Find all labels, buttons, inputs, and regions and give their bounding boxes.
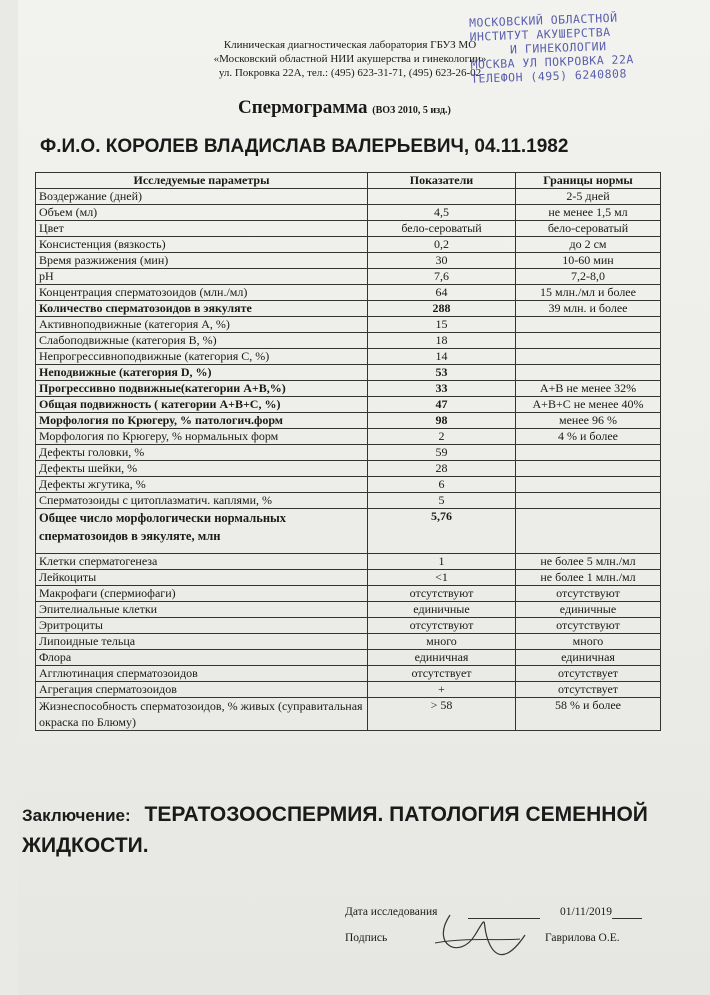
norm-cell: до 2 см bbox=[516, 237, 661, 253]
table-row bbox=[36, 221, 661, 237]
norm-cell bbox=[516, 445, 661, 461]
table-row bbox=[36, 301, 661, 317]
param-cell: Дефекты жгутика, % bbox=[36, 477, 368, 493]
param-cell: Флора bbox=[36, 650, 368, 666]
header-params: Исследуемые параметры bbox=[36, 173, 368, 189]
stamp-line2: ИНСТИТУТ АКУШЕРСТВА bbox=[469, 24, 611, 44]
table-row bbox=[36, 477, 661, 493]
norm-cell: А+В+С не менее 40% bbox=[516, 397, 661, 413]
param-cell: Прогрессивно подвижные(категории А+В,%) bbox=[36, 381, 368, 397]
table-row bbox=[36, 253, 661, 269]
signer-name: Гаврилова О.Е. bbox=[545, 932, 620, 944]
param-cell: Неподвижные (категория D, %) bbox=[36, 365, 368, 381]
table-row bbox=[36, 698, 661, 731]
norm-cell: много bbox=[516, 634, 661, 650]
param-cell: Активноподвижные (категория А, %) bbox=[36, 317, 368, 333]
param-cell: Агглютинация сперматозоидов bbox=[36, 666, 368, 682]
table-row bbox=[36, 586, 661, 602]
norm-cell bbox=[516, 317, 661, 333]
norm-cell: 39 млн. и более bbox=[516, 301, 661, 317]
norm-cell bbox=[516, 493, 661, 509]
param-cell: Общее число морфологически нормальных сперматозоидов в эякуляте, млн bbox=[36, 509, 368, 554]
conclusion-label: Заключение: bbox=[22, 806, 131, 825]
table-row bbox=[36, 666, 661, 682]
norm-cell bbox=[516, 461, 661, 477]
norm-cell: 58 % и более bbox=[516, 698, 661, 731]
table-row bbox=[36, 493, 661, 509]
param-cell: Эритроциты bbox=[36, 618, 368, 634]
param-cell: Количество сперматозоидов в эякуляте bbox=[36, 301, 368, 317]
value-cell: 53 bbox=[368, 365, 516, 381]
value-cell: 7,6 bbox=[368, 269, 516, 285]
table-row bbox=[36, 602, 661, 618]
table-row bbox=[36, 189, 661, 205]
table-row bbox=[36, 365, 661, 381]
table-row bbox=[36, 413, 661, 429]
param-cell: Цвет bbox=[36, 221, 368, 237]
param-cell: Морфология по Крюгеру, % нормальных форм bbox=[36, 429, 368, 445]
param-cell: Воздержание (дней) bbox=[36, 189, 368, 205]
norm-cell: отсутствует bbox=[516, 666, 661, 682]
param-cell: Дефекты шейки, % bbox=[36, 461, 368, 477]
norm-cell: единичные bbox=[516, 602, 661, 618]
norm-cell: отсутствует bbox=[516, 682, 661, 698]
table-row bbox=[36, 205, 661, 221]
value-cell: > 58 bbox=[368, 698, 516, 731]
value-cell bbox=[368, 189, 516, 205]
table-row bbox=[36, 285, 661, 301]
table-row bbox=[36, 381, 661, 397]
value-cell: 1 bbox=[368, 554, 516, 570]
value-cell: 18 bbox=[368, 333, 516, 349]
value-cell: 14 bbox=[368, 349, 516, 365]
norm-cell: 4 % и более bbox=[516, 429, 661, 445]
table-row bbox=[36, 269, 661, 285]
norm-cell bbox=[516, 509, 661, 554]
value-cell: единичные bbox=[368, 602, 516, 618]
value-cell: 4,5 bbox=[368, 205, 516, 221]
norm-cell: А+В не менее 32% bbox=[516, 381, 661, 397]
param-cell: Объем (мл) bbox=[36, 205, 368, 221]
value-cell: + bbox=[368, 682, 516, 698]
table-row bbox=[36, 650, 661, 666]
norm-cell: не более 5 млн./мл bbox=[516, 554, 661, 570]
norm-cell bbox=[516, 333, 661, 349]
value-cell: 30 bbox=[368, 253, 516, 269]
value-cell: бело-сероватый bbox=[368, 221, 516, 237]
header-norms: Границы нормы bbox=[516, 173, 661, 189]
value-cell: 33 bbox=[368, 381, 516, 397]
table-row bbox=[36, 554, 661, 570]
lab-header-line2: «Московский областной НИИ акушерства и гинекологии» bbox=[213, 53, 487, 65]
norm-cell: бело-сероватый bbox=[516, 221, 661, 237]
norm-cell: отсутствуют bbox=[516, 586, 661, 602]
date-label: Дата исследования bbox=[345, 906, 438, 918]
table-row bbox=[36, 397, 661, 413]
lab-header-line3: ул. Покровка 22А, тел.: (495) 623-31-71, (495) 623-26-02 bbox=[218, 67, 482, 79]
value-cell: 5,76 bbox=[368, 509, 516, 554]
param-cell: Липоидные тельца bbox=[36, 634, 368, 650]
table-row bbox=[36, 445, 661, 461]
param-cell: Сперматозоиды с цитоплазматич. каплями, % bbox=[36, 493, 368, 509]
param-cell: Время разжижения (мин) bbox=[36, 253, 368, 269]
param-cell: Концентрация сперматозоидов (млн./мл) bbox=[36, 285, 368, 301]
value-cell: отсутствуют bbox=[368, 618, 516, 634]
value-cell: 288 bbox=[368, 301, 516, 317]
param-cell: Дефекты головки, % bbox=[36, 445, 368, 461]
header-values: Показатели bbox=[368, 173, 516, 189]
norm-cell bbox=[516, 365, 661, 381]
table-row bbox=[36, 618, 661, 634]
title-note: (ВОЗ 2010, 5 изд.) bbox=[372, 105, 451, 116]
param-cell: pH bbox=[36, 269, 368, 285]
results-table bbox=[35, 172, 661, 731]
table-row bbox=[36, 317, 661, 333]
value-cell: 5 bbox=[368, 493, 516, 509]
patient-name: Ф.И.О. КОРОЛЕВ ВЛАДИСЛАВ ВАЛЕРЬЕВИЧ, 04.11.1982 bbox=[40, 136, 569, 157]
table-row bbox=[36, 349, 661, 365]
norm-cell bbox=[516, 349, 661, 365]
value-cell: 59 bbox=[368, 445, 516, 461]
norm-cell bbox=[516, 477, 661, 493]
table-row bbox=[36, 570, 661, 586]
table-row bbox=[36, 682, 661, 698]
param-cell: Общая подвижность ( категории А+В+С, %) bbox=[36, 397, 368, 413]
value-cell: 47 bbox=[368, 397, 516, 413]
table-row bbox=[36, 429, 661, 445]
stamp-line5: ТЕЛЕФОН (495) 6240808 bbox=[470, 66, 628, 86]
value-cell: 98 bbox=[368, 413, 516, 429]
param-cell: Макрофаги (спермиофаги) bbox=[36, 586, 368, 602]
value-cell: отсутствуют bbox=[368, 586, 516, 602]
norm-cell: не более 1 млн./мл bbox=[516, 570, 661, 586]
value-cell: 6 bbox=[368, 477, 516, 493]
param-cell: Жизнеспособность сперматозоидов, % живых (суправитальная окраска по Блюму) bbox=[36, 698, 368, 731]
table-row bbox=[36, 237, 661, 253]
table-row bbox=[36, 333, 661, 349]
stamp-line1: МОСКОВСКИЙ ОБЛАСТНОЙ bbox=[468, 10, 618, 30]
param-cell: Морфология по Крюгеру, % патологич.форм bbox=[36, 413, 368, 429]
value-cell: 28 bbox=[368, 461, 516, 477]
norm-cell: менее 96 % bbox=[516, 413, 661, 429]
norm-cell: 7,2-8,0 bbox=[516, 269, 661, 285]
param-cell: Лейкоциты bbox=[36, 570, 368, 586]
param-cell: Непрогрессивноподвижные (категория С, %) bbox=[36, 349, 368, 365]
institution-stamp bbox=[469, 8, 691, 86]
conclusion bbox=[22, 800, 682, 861]
conclusion-text: ТЕРАТОЗООСПЕРМИЯ. ПАТОЛОГИЯ СЕМЕННОЙ ЖИДКОСТИ. bbox=[22, 803, 648, 857]
stamp-line4: МОСКВА УЛ ПОКРОВКА 22А bbox=[470, 52, 635, 72]
value-cell: 64 bbox=[368, 285, 516, 301]
date-underline-2 bbox=[612, 918, 642, 919]
table-row bbox=[36, 509, 661, 554]
date-value: 01/11/2019 bbox=[560, 906, 612, 918]
sign-label: Подпись bbox=[345, 932, 388, 944]
table-row bbox=[36, 461, 661, 477]
signature-icon bbox=[420, 905, 530, 965]
title-main: Спермограмма bbox=[238, 97, 368, 118]
norm-cell: единичная bbox=[516, 650, 661, 666]
stamp-line3: И ГИНЕКОЛОГИИ bbox=[509, 39, 607, 57]
page-title bbox=[238, 97, 451, 119]
param-cell: Консистенция (вязкость) bbox=[36, 237, 368, 253]
param-cell: Эпителиальные клетки bbox=[36, 602, 368, 618]
norm-cell: не менее 1,5 мл bbox=[516, 205, 661, 221]
norm-cell: отсутствуют bbox=[516, 618, 661, 634]
norm-cell: 2-5 дней bbox=[516, 189, 661, 205]
table-header-row bbox=[36, 173, 661, 189]
lab-header-line1: Клиническая диагностическая лаборатория ГБУЗ МО bbox=[223, 39, 477, 51]
value-cell: отсутствует bbox=[368, 666, 516, 682]
table-row bbox=[36, 634, 661, 650]
param-cell: Агрегация сперматозоидов bbox=[36, 682, 368, 698]
norm-cell: 15 млн./мл и более bbox=[516, 285, 661, 301]
value-cell: <1 bbox=[368, 570, 516, 586]
param-cell: Слабоподвижные (категория В, %) bbox=[36, 333, 368, 349]
value-cell: много bbox=[368, 634, 516, 650]
value-cell: единичная bbox=[368, 650, 516, 666]
param-cell: Клетки сперматогенеза bbox=[36, 554, 368, 570]
value-cell: 0,2 bbox=[368, 237, 516, 253]
value-cell: 15 bbox=[368, 317, 516, 333]
value-cell: 2 bbox=[368, 429, 516, 445]
norm-cell: 10-60 мин bbox=[516, 253, 661, 269]
